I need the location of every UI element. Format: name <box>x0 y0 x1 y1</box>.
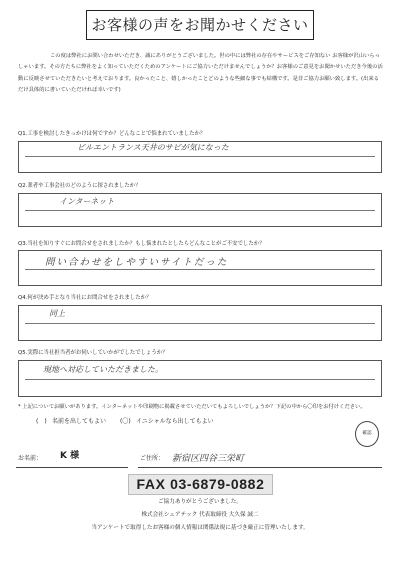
answer-2-text: インターネット <box>59 197 115 206</box>
question-2-label: Q2.業者や工事会社のどのように探されましたか？ <box>18 183 141 189</box>
consent-option-1-label: 名前を出してもよい <box>52 418 107 425</box>
answer-1-text: ビルエントランス天井のサビが気になった <box>77 143 229 152</box>
answer-5-rule <box>25 379 375 380</box>
question-5-label: Q5.実際に当社担当者がお伺いしていかがでしたでしょうか？ <box>18 350 168 356</box>
answer-5-box <box>18 360 382 397</box>
intro-text: この度は弊社にお問い合わせいただき、誠にありがとうございました。世の中には弊社の存在やサービスをご存知ない お客様が沢山いらっしゃいます。その方たちに弊社をよく知っていただくためのアンケートにご協力いただけませんでしょうか？お客様のご意見をお聞かせいただき今後の活動に反映させていただきたいと考えております。良かったこと、嬉しかったことどのような些細な事でも結構です。是非ご協力お願い致します。(出来るだけ具体的に書いていただければ幸いです) <box>18 53 383 94</box>
question-1-label: Q1.工事を検討したきっかけは何ですか？どんなことで悩まれていましたか？ <box>18 131 206 137</box>
answer-4-rule <box>25 323 375 324</box>
answer-5-text: 現地へ対応していただきました。 <box>43 365 163 374</box>
answer-4-text: 同上 <box>49 309 65 318</box>
company-text: 株式会社シェアテック 代表取締役 大久保 誠二 <box>141 512 259 518</box>
page-title: お客様の声をお聞かせください <box>86 10 314 40</box>
name-value: K 様 <box>60 451 80 461</box>
name-underline <box>16 467 128 468</box>
consent-text: * 上記についてお願いがあります。インターネットや印刷物に掲載させていただいてもよろしいでしょうか？下記の中から〇印をお付けください。 <box>18 404 366 410</box>
fax-number: FAX 03-6879-0882 <box>128 474 273 495</box>
question-3-label: Q3.当社を知りすぐにお問合せをされましたか？もし悩まれたとしたらどんなことがご不安でしたか？ <box>18 241 265 247</box>
answer-1-rule <box>25 156 375 157</box>
approval-stamp-text: 確認 <box>362 431 372 436</box>
consent-option-2-mark[interactable]: (〇) <box>120 418 131 425</box>
approval-stamp <box>355 421 379 447</box>
answer-3-text: 問い合わせをしやすいサイトだった <box>45 257 229 268</box>
answer-2-box <box>18 193 382 227</box>
name-label: お名前： <box>18 455 43 462</box>
privacy-text: 当アンケートで取得したお客様の個人情報は関係法規に基づき厳正に管理いたします。 <box>91 525 309 531</box>
answer-2-rule <box>25 210 375 211</box>
answer-1-box <box>18 141 382 173</box>
question-4-label: Q4.何が決め手となり当社にお問合せをされましたか？ <box>18 295 152 301</box>
answer-3-box <box>18 250 382 286</box>
address-underline <box>138 467 382 468</box>
consent-option-1-mark[interactable]: ( ) <box>36 418 47 425</box>
answer-3-rule <box>25 269 375 270</box>
address-label: ご住所： <box>140 455 165 462</box>
thanks-text: ご協力ありがとうございました。 <box>158 499 242 505</box>
consent-option-2-label: イニシャルなら出してもよい <box>136 418 214 425</box>
address-value: 新宿区四谷三栄町 <box>172 454 245 464</box>
answer-4-box <box>18 305 382 341</box>
